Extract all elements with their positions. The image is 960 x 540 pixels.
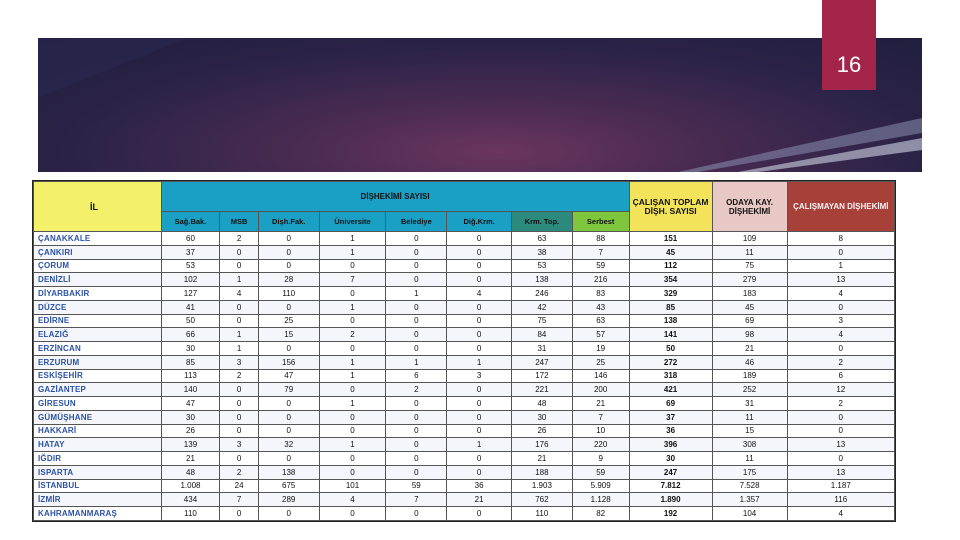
cell-belediye: 0 [386,410,447,424]
cell-calismayan: 13 [787,438,894,452]
cell-krm-top: 30 [512,410,573,424]
cell-krm-top: 188 [512,465,573,479]
column-header-msb: MSB [220,212,258,232]
cell-krm-top: 762 [512,493,573,507]
cell-krm-top: 172 [512,369,573,383]
table-row [34,410,895,424]
cell-serbest: 57 [572,328,629,342]
table-row [34,287,895,301]
table-row [34,273,895,287]
cell-dig-krm: 0 [447,328,512,342]
cell-sag-bak: 1.008 [161,479,220,493]
cell-krm-top: 176 [512,438,573,452]
table-row [34,479,895,493]
cell-calismayan: 6 [787,369,894,383]
cell-universite: 2 [319,328,386,342]
cell-serbest: 83 [572,287,629,301]
cell-calisan-toplam: 141 [629,328,712,342]
cell-sag-bak: 50 [161,314,220,328]
cell-dig-krm: 1 [447,438,512,452]
cell-krm-top: 38 [512,245,573,259]
cell-krm-top: 247 [512,355,573,369]
cell-odaya-kayitli: 104 [712,507,787,521]
cell-calismayan: 13 [787,273,894,287]
cell-il: IĞDIR [34,452,162,466]
cell-calisan-toplam: 45 [629,245,712,259]
cell-sag-bak: 47 [161,397,220,411]
table-row [34,369,895,383]
cell-il: GİRESUN [34,397,162,411]
cell-odaya-kayitli: 279 [712,273,787,287]
cell-dish-fak: 79 [258,383,319,397]
cell-krm-top: 110 [512,507,573,521]
cell-belediye: 0 [386,438,447,452]
column-header-odaya-kayitli: ODAYA KAY. DİŞHEKİMİ [712,182,787,232]
cell-sag-bak: 26 [161,424,220,438]
cell-krm-top: 75 [512,314,573,328]
cell-odaya-kayitli: 175 [712,465,787,479]
cell-calismayan: 12 [787,383,894,397]
cell-il: ÇANAKKALE [34,232,162,246]
cell-belediye: 0 [386,452,447,466]
cell-serbest: 43 [572,300,629,314]
cell-sag-bak: 41 [161,300,220,314]
cell-il: HAKKARİ [34,424,162,438]
cell-dig-krm: 0 [447,245,512,259]
cell-dig-krm: 36 [447,479,512,493]
cell-dig-krm: 0 [447,259,512,273]
cell-belediye: 0 [386,342,447,356]
cell-dish-fak: 110 [258,287,319,301]
cell-il: GAZİANTEP [34,383,162,397]
cell-calisan-toplam: 50 [629,342,712,356]
cell-serbest: 21 [572,397,629,411]
cell-msb: 24 [220,479,258,493]
table-row [34,355,895,369]
cell-calisan-toplam: 247 [629,465,712,479]
cell-odaya-kayitli: 183 [712,287,787,301]
cell-sag-bak: 434 [161,493,220,507]
cell-dig-krm: 0 [447,465,512,479]
cell-dig-krm: 0 [447,397,512,411]
table-row [34,232,895,246]
cell-belediye: 0 [386,314,447,328]
cell-universite: 0 [319,314,386,328]
cell-il: EDİRNE [34,314,162,328]
page-number: 16 [836,52,862,77]
cell-sag-bak: 85 [161,355,220,369]
cell-dig-krm: 0 [447,342,512,356]
cell-calisan-toplam: 85 [629,300,712,314]
cell-dish-fak: 0 [258,342,319,356]
cell-belediye: 0 [386,232,447,246]
table-body [34,232,895,521]
cell-serbest: 7 [572,245,629,259]
cell-calisan-toplam: 37 [629,410,712,424]
cell-calismayan: 8 [787,232,894,246]
cell-calismayan: 4 [787,328,894,342]
cell-universite: 0 [319,424,386,438]
cell-calisan-toplam: 354 [629,273,712,287]
cell-universite: 1 [319,245,386,259]
cell-belediye: 0 [386,424,447,438]
cell-calisan-toplam: 1.890 [629,493,712,507]
cell-dish-fak: 156 [258,355,319,369]
cell-il: ISPARTA [34,465,162,479]
cell-msb: 1 [220,328,258,342]
title-banner [38,38,922,172]
cell-msb: 0 [220,245,258,259]
cell-serbest: 220 [572,438,629,452]
cell-dish-fak: 47 [258,369,319,383]
cell-dig-krm: 0 [447,507,512,521]
cell-dish-fak: 15 [258,328,319,342]
cell-serbest: 200 [572,383,629,397]
cell-universite: 1 [319,300,386,314]
cell-dig-krm: 21 [447,493,512,507]
cell-calisan-toplam: 69 [629,397,712,411]
cell-dig-krm: 0 [447,273,512,287]
cell-calismayan: 2 [787,397,894,411]
cell-krm-top: 221 [512,383,573,397]
cell-belediye: 0 [386,259,447,273]
cell-belediye: 0 [386,507,447,521]
cell-universite: 7 [319,273,386,287]
cell-belediye: 59 [386,479,447,493]
cell-dig-krm: 0 [447,452,512,466]
cell-calismayan: 0 [787,452,894,466]
table-row [34,465,895,479]
column-header-calisan-toplam: ÇALIŞAN TOPLAM DİŞH. SAYISI [629,182,712,232]
page-number-badge [822,0,876,90]
cell-il: DİYARBAKIR [34,287,162,301]
cell-dish-fak: 25 [258,314,319,328]
cell-dig-krm: 0 [447,410,512,424]
cell-serbest: 146 [572,369,629,383]
cell-universite: 0 [319,287,386,301]
cell-msb: 0 [220,259,258,273]
cell-calisan-toplam: 30 [629,452,712,466]
table-row [34,507,895,521]
cell-msb: 0 [220,410,258,424]
cell-il: ÇORUM [34,259,162,273]
cell-universite: 1 [319,397,386,411]
cell-dig-krm: 0 [447,314,512,328]
cell-il: DENİZLİ [34,273,162,287]
table-row [34,259,895,273]
cell-il: İSTANBUL [34,479,162,493]
table-row [34,328,895,342]
cell-il: GÜMÜŞHANE [34,410,162,424]
cell-sag-bak: 140 [161,383,220,397]
cell-dish-fak: 32 [258,438,319,452]
cell-dig-krm: 1 [447,355,512,369]
cell-krm-top: 53 [512,259,573,273]
table-row [34,245,895,259]
cell-serbest: 19 [572,342,629,356]
cell-krm-top: 138 [512,273,573,287]
cell-universite: 0 [319,342,386,356]
cell-dish-fak: 0 [258,507,319,521]
cell-sag-bak: 53 [161,259,220,273]
cell-krm-top: 63 [512,232,573,246]
cell-dish-fak: 289 [258,493,319,507]
cell-serbest: 59 [572,465,629,479]
cell-dig-krm: 4 [447,287,512,301]
cell-msb: 1 [220,273,258,287]
cell-msb: 3 [220,355,258,369]
cell-sag-bak: 110 [161,507,220,521]
cell-belediye: 0 [386,300,447,314]
cell-universite: 0 [319,465,386,479]
cell-universite: 0 [319,410,386,424]
cell-msb: 0 [220,383,258,397]
cell-universite: 101 [319,479,386,493]
column-header-dish-fak: Dişh.Fak. [258,212,319,232]
cell-serbest: 216 [572,273,629,287]
column-header-serbest: Serbest [572,212,629,232]
cell-universite: 0 [319,452,386,466]
column-header-il: İL [34,182,162,232]
cell-msb: 0 [220,424,258,438]
cell-dig-krm: 0 [447,232,512,246]
cell-belediye: 0 [386,328,447,342]
cell-calisan-toplam: 329 [629,287,712,301]
cell-dish-fak: 0 [258,452,319,466]
group-header-dishekimi-sayisi: DİŞHEKİMİ SAYISI [161,182,629,212]
column-header-universite: Üniversite [319,212,386,232]
cell-dig-krm: 0 [447,300,512,314]
cell-odaya-kayitli: 252 [712,383,787,397]
cell-calismayan: 3 [787,314,894,328]
cell-calismayan: 0 [787,245,894,259]
cell-calisan-toplam: 112 [629,259,712,273]
cell-odaya-kayitli: 308 [712,438,787,452]
cell-calismayan: 0 [787,410,894,424]
cell-il: ESKİŞEHİR [34,369,162,383]
cell-calisan-toplam: 151 [629,232,712,246]
cell-belediye: 0 [386,465,447,479]
cell-calisan-toplam: 192 [629,507,712,521]
cell-dish-fak: 0 [258,410,319,424]
cell-belediye: 6 [386,369,447,383]
cell-sag-bak: 30 [161,410,220,424]
cell-serbest: 1.128 [572,493,629,507]
cell-odaya-kayitli: 31 [712,397,787,411]
cell-calismayan: 0 [787,342,894,356]
cell-serbest: 88 [572,232,629,246]
cell-calismayan: 4 [787,287,894,301]
cell-msb: 7 [220,493,258,507]
cell-odaya-kayitli: 1.357 [712,493,787,507]
cell-il: ELAZIĞ [34,328,162,342]
cell-universite: 0 [319,383,386,397]
cell-odaya-kayitli: 15 [712,424,787,438]
cell-sag-bak: 66 [161,328,220,342]
dentist-table-container [32,180,896,522]
table-row [34,438,895,452]
cell-calisan-toplam: 7.812 [629,479,712,493]
cell-krm-top: 1.903 [512,479,573,493]
cell-serbest: 7 [572,410,629,424]
cell-il: KAHRAMANMARAŞ [34,507,162,521]
cell-serbest: 5.909 [572,479,629,493]
cell-universite: 1 [319,369,386,383]
cell-msb: 2 [220,369,258,383]
table-row [34,300,895,314]
cell-krm-top: 246 [512,287,573,301]
cell-il: DÜZCE [34,300,162,314]
cell-dish-fak: 28 [258,273,319,287]
column-header-dig-krm: Diğ.Krm. [447,212,512,232]
table-row [34,452,895,466]
cell-msb: 0 [220,314,258,328]
cell-odaya-kayitli: 21 [712,342,787,356]
cell-odaya-kayitli: 7.528 [712,479,787,493]
cell-calismayan: 1.187 [787,479,894,493]
cell-krm-top: 26 [512,424,573,438]
cell-dig-krm: 0 [447,383,512,397]
cell-calismayan: 4 [787,507,894,521]
cell-krm-top: 84 [512,328,573,342]
cell-msb: 2 [220,232,258,246]
cell-serbest: 25 [572,355,629,369]
cell-msb: 0 [220,452,258,466]
cell-calismayan: 0 [787,300,894,314]
cell-il: ERZİNCAN [34,342,162,356]
cell-universite: 1 [319,355,386,369]
cell-sag-bak: 21 [161,452,220,466]
cell-odaya-kayitli: 189 [712,369,787,383]
column-header-krm-top: Krm. Top. [512,212,573,232]
cell-dig-krm: 3 [447,369,512,383]
cell-odaya-kayitli: 11 [712,245,787,259]
cell-calisan-toplam: 396 [629,438,712,452]
cell-msb: 0 [220,507,258,521]
cell-odaya-kayitli: 46 [712,355,787,369]
cell-serbest: 63 [572,314,629,328]
cell-dish-fak: 675 [258,479,319,493]
table-row [34,424,895,438]
table-row [34,493,895,507]
cell-krm-top: 48 [512,397,573,411]
cell-il: ERZURUM [34,355,162,369]
banner-decoration [38,38,922,172]
cell-sag-bak: 37 [161,245,220,259]
cell-universite: 0 [319,259,386,273]
cell-sag-bak: 127 [161,287,220,301]
cell-belediye: 1 [386,355,447,369]
cell-belediye: 2 [386,383,447,397]
cell-calisan-toplam: 421 [629,383,712,397]
cell-belediye: 1 [386,287,447,301]
cell-calisan-toplam: 272 [629,355,712,369]
cell-calismayan: 0 [787,424,894,438]
cell-sag-bak: 139 [161,438,220,452]
cell-calismayan: 1 [787,259,894,273]
cell-msb: 0 [220,397,258,411]
cell-odaya-kayitli: 11 [712,410,787,424]
cell-universite: 0 [319,507,386,521]
cell-universite: 4 [319,493,386,507]
cell-calismayan: 116 [787,493,894,507]
cell-odaya-kayitli: 69 [712,314,787,328]
cell-belediye: 0 [386,397,447,411]
cell-krm-top: 21 [512,452,573,466]
cell-msb: 0 [220,300,258,314]
cell-dish-fak: 0 [258,232,319,246]
cell-il: İZMİR [34,493,162,507]
column-header-calismayan: ÇALIŞMAYAN DİŞHEKİMİ [787,182,894,232]
table-row [34,383,895,397]
cell-sag-bak: 30 [161,342,220,356]
cell-dish-fak: 0 [258,424,319,438]
cell-serbest: 59 [572,259,629,273]
cell-universite: 1 [319,232,386,246]
cell-msb: 1 [220,342,258,356]
cell-odaya-kayitli: 109 [712,232,787,246]
cell-odaya-kayitli: 11 [712,452,787,466]
cell-belediye: 0 [386,273,447,287]
cell-calismayan: 2 [787,355,894,369]
cell-serbest: 82 [572,507,629,521]
cell-dish-fak: 0 [258,259,319,273]
cell-sag-bak: 60 [161,232,220,246]
table-row [34,314,895,328]
cell-odaya-kayitli: 45 [712,300,787,314]
column-header-belediye: Belediye [386,212,447,232]
cell-dish-fak: 0 [258,245,319,259]
cell-belediye: 7 [386,493,447,507]
cell-dish-fak: 138 [258,465,319,479]
dentist-count-table [33,181,895,521]
cell-belediye: 0 [386,245,447,259]
cell-krm-top: 42 [512,300,573,314]
cell-il: ÇANKIRI [34,245,162,259]
cell-sag-bak: 102 [161,273,220,287]
cell-calisan-toplam: 138 [629,314,712,328]
cell-serbest: 9 [572,452,629,466]
cell-dish-fak: 0 [258,300,319,314]
cell-universite: 1 [319,438,386,452]
cell-calismayan: 13 [787,465,894,479]
cell-odaya-kayitli: 75 [712,259,787,273]
table-row [34,342,895,356]
cell-odaya-kayitli: 98 [712,328,787,342]
table-row [34,397,895,411]
cell-krm-top: 31 [512,342,573,356]
cell-msb: 4 [220,287,258,301]
column-header-sag-bak: Sağ.Bak. [161,212,220,232]
cell-sag-bak: 48 [161,465,220,479]
cell-serbest: 10 [572,424,629,438]
cell-dish-fak: 0 [258,397,319,411]
cell-calisan-toplam: 36 [629,424,712,438]
cell-sag-bak: 113 [161,369,220,383]
cell-msb: 2 [220,465,258,479]
cell-calisan-toplam: 318 [629,369,712,383]
cell-msb: 3 [220,438,258,452]
cell-il: HATAY [34,438,162,452]
cell-dig-krm: 0 [447,424,512,438]
